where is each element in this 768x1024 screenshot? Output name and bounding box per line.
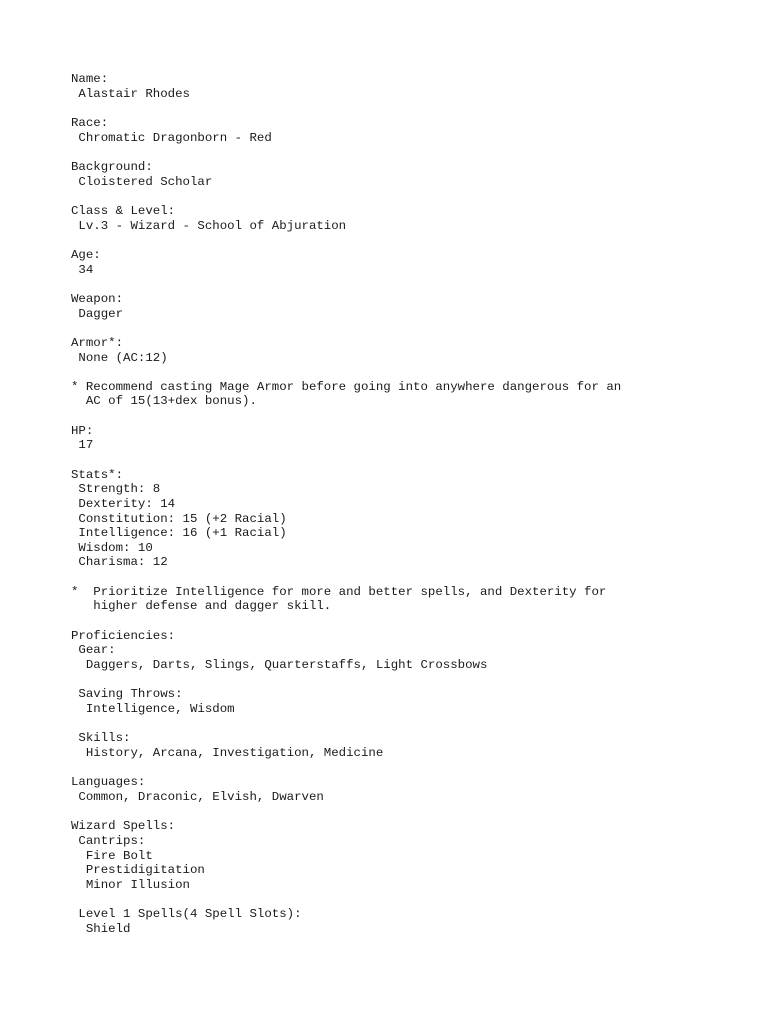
- text-line: Chromatic Dragonborn - Red: [71, 130, 272, 145]
- text-line: * Prioritize Intelligence for more and better spells, and Dexterity for: [71, 584, 607, 599]
- text-line: None (AC:12): [71, 350, 168, 365]
- text-line: Shield: [71, 921, 131, 936]
- blank-line: [71, 805, 751, 820]
- blank-line: [71, 321, 751, 336]
- blank-line: [71, 365, 751, 380]
- text-line: Strength: 8: [71, 482, 161, 497]
- text-line: Prestidigitation: [71, 863, 205, 878]
- text-line: Saving Throws:: [71, 687, 183, 702]
- text-line: Languages:: [71, 775, 146, 790]
- text-line: Background:: [71, 159, 153, 174]
- blank-line: [71, 101, 751, 116]
- text-line: * Recommend casting Mage Armor before going into anywhere dangerous for an: [71, 379, 622, 394]
- blank-line: [71, 189, 751, 204]
- text-line: Cloistered Scholar: [71, 174, 213, 189]
- text-line: Common, Draconic, Elvish, Dwarven: [71, 789, 324, 804]
- text-line: HP:: [71, 423, 94, 438]
- text-line: 34: [71, 262, 94, 277]
- text-line: Class & Level:: [71, 203, 176, 218]
- blank-line: [71, 717, 751, 732]
- blank-line: [71, 570, 751, 585]
- text-line: Gear:: [71, 643, 116, 658]
- text-line: Name:: [71, 72, 109, 86]
- blank-line: [71, 409, 751, 424]
- text-line: Age:: [71, 247, 101, 262]
- text-line: Proficiencies:: [71, 628, 176, 643]
- text-line: Weapon:: [71, 291, 124, 306]
- blank-line: [71, 453, 751, 468]
- text-line: Cantrips:: [71, 833, 146, 848]
- blank-line: [71, 145, 751, 160]
- text-line: AC of 15(13+dex bonus).: [71, 394, 257, 409]
- text-line: Dagger: [71, 306, 124, 321]
- text-line: Intelligence, Wisdom: [71, 701, 235, 716]
- blank-line: [71, 761, 751, 776]
- text-line: Stats*:: [71, 467, 124, 482]
- text-line: Minor Illusion: [71, 877, 190, 892]
- blank-line: [71, 233, 751, 248]
- text-line: Daggers, Darts, Slings, Quarterstaffs, Light Crossbows: [71, 657, 488, 672]
- text-line: Fire Bolt: [71, 848, 153, 863]
- text-line: Charisma: 12: [71, 555, 168, 570]
- text-line: History, Arcana, Investigation, Medicine: [71, 745, 384, 760]
- text-line: Armor*:: [71, 335, 124, 350]
- text-line: Lv.3 - Wizard - School of Abjuration: [71, 218, 347, 233]
- text-line: Intelligence: 16 (+1 Racial): [71, 526, 287, 541]
- text-line: Wisdom: 10: [71, 540, 153, 555]
- text-line: Level 1 Spells(4 Spell Slots):: [71, 907, 302, 922]
- text-line: Dexterity: 14: [71, 497, 176, 512]
- text-line: Skills:: [71, 731, 131, 746]
- blank-line: [71, 673, 751, 688]
- text-line: 17: [71, 438, 94, 453]
- character-sheet-document: [71, 72, 751, 936]
- text-line: Alastair Rhodes: [71, 86, 190, 101]
- blank-line: [71, 614, 751, 629]
- blank-line: [71, 277, 751, 292]
- text-line: Wizard Spells:: [71, 819, 176, 834]
- text-line: Race:: [71, 115, 109, 130]
- text-line: higher defense and dagger skill.: [71, 599, 332, 614]
- text-line: Constitution: 15 (+2 Racial): [71, 511, 287, 526]
- blank-line: [71, 892, 751, 907]
- document-body: [71, 72, 751, 936]
